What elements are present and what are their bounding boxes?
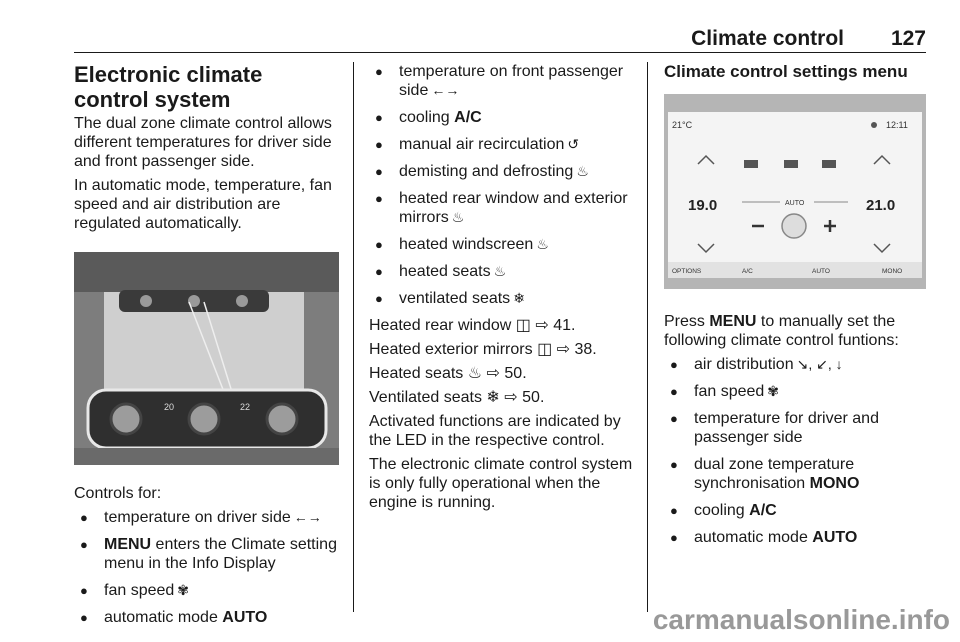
softkey-auto: AUTO (812, 268, 830, 275)
mirror-icon: ◫ (537, 341, 553, 358)
reference-arrow-icon: ⇨ (486, 365, 500, 382)
list-item: ● temperature on driver side ←→ (74, 508, 342, 527)
paragraph: Activated functions are indicated by the LED in the respective control. (369, 413, 621, 449)
cross-reference: Heated exterior mirrors ◫ ⇨ 38. (369, 341, 597, 358)
column-1 (74, 62, 342, 635)
fan-icon (782, 214, 806, 238)
fan-icon: ✾ (767, 383, 780, 399)
reference-arrow-icon: ⇨ (556, 341, 571, 358)
section-heading: Electronic climate control system (74, 62, 263, 112)
temperature-arrows-icon: ←→ (431, 82, 460, 98)
ventilated-seat-icon: ❄ (486, 389, 500, 406)
climate-panel-photo (74, 252, 339, 465)
softkey-mono: MONO (882, 268, 903, 275)
column-divider (647, 62, 648, 612)
list-item: ● automatic mode AUTO (74, 608, 342, 627)
rear-window-icon: ◫ (515, 317, 531, 334)
cross-reference: Ventilated seats ❄ ⇨ 50. (369, 389, 545, 406)
section-heading: Climate control settings menu (664, 62, 908, 81)
defrost-icon: ♨ (576, 163, 589, 179)
driver-temperature: 19.0 (688, 197, 718, 214)
list-item: ● temperature for driver and passenger side (664, 409, 926, 447)
list-item: ● MENU enters the Climate setting menu in the Info Display (74, 535, 342, 573)
paragraph: In automatic mode, temperature, fan speed and air distribution are regulated automatically. (74, 177, 332, 232)
softkey-ac: A/C (742, 268, 753, 275)
cross-reference: Heated seats ♨ ⇨ 50. (369, 365, 527, 382)
reference-arrow-icon: ⇨ (535, 317, 549, 334)
heated-windscreen-icon: ♨ (536, 236, 549, 252)
list-item: ● manual air recirculation ↺ (369, 135, 635, 154)
list-item: ● demisting and defrosting ♨ (369, 162, 635, 181)
paragraph: The dual zone climate control allows different temperatures for driver side and front passenger side. (74, 115, 332, 170)
list-item: ● fan speed ✾ (74, 581, 342, 600)
auto-indicator: AUTO (785, 200, 805, 207)
temperature-arrows-icon: ←→ (293, 509, 322, 525)
section-title: Climate control (691, 27, 844, 50)
list-item: ● heated rear window and exterior mirrors ♨ (369, 189, 635, 227)
passenger-temperature: 21.0 (866, 197, 896, 214)
air-distribution-icons (744, 160, 836, 168)
outside-temperature: 21°C (672, 120, 693, 130)
column-2 (369, 62, 635, 517)
softkey-options: OPTIONS (672, 268, 702, 275)
recirculation-icon: ↺ (567, 136, 580, 152)
cross-reference: Heated rear window ◫ ⇨ 41. (369, 317, 576, 334)
rear-defrost-icon: ♨ (451, 209, 465, 225)
reference-arrow-icon: ⇨ (504, 389, 518, 406)
list-item: ● cooling A/C (664, 501, 926, 520)
page-header (74, 27, 926, 53)
list-item: ● air distribution ↘, ↙, ↓ (664, 355, 926, 374)
list-item: ● fan speed ✾ (664, 382, 926, 401)
fan-icon: ✾ (177, 582, 190, 598)
watermark: carmanualsonline.info (652, 604, 950, 635)
list-item: ● automatic mode AUTO (664, 528, 926, 547)
page-number: 127 (890, 27, 926, 50)
controls-label: Controls for: (74, 485, 162, 502)
list-item: ● heated windscreen ♨ (369, 235, 635, 254)
paragraph: Press MENU to manually set the following climate control funtions: (664, 313, 899, 349)
heated-seat-icon: ♨ (467, 365, 483, 382)
clock: 12:11 (886, 120, 908, 130)
photo-right-temp: 22 (240, 402, 251, 412)
controls-list (74, 508, 342, 627)
controls-list-continued (369, 62, 635, 308)
paragraph: The electronic climate control system is only fully operational when the engine is running. (369, 456, 633, 511)
settings-icon (871, 122, 877, 128)
air-distribution-icon: ↘, ↙, ↓ (796, 356, 843, 372)
info-display-screenshot (664, 94, 926, 289)
list-item: ● dual zone temperature synchronisation MONO (664, 455, 926, 493)
settings-menu-list (664, 355, 926, 547)
list-item: ● temperature on front passenger side ←→ (369, 62, 635, 100)
column-divider (353, 62, 354, 612)
list-item: ● cooling A/C (369, 108, 635, 127)
list-item: ● heated seats ♨ (369, 262, 635, 281)
column-3 (664, 62, 926, 555)
list-item: ● ventilated seats ❄ (369, 289, 635, 308)
ventilated-seat-icon: ❄ (513, 290, 525, 306)
photo-left-temp: 20 (164, 402, 175, 412)
heated-seat-icon: ♨ (493, 263, 507, 279)
